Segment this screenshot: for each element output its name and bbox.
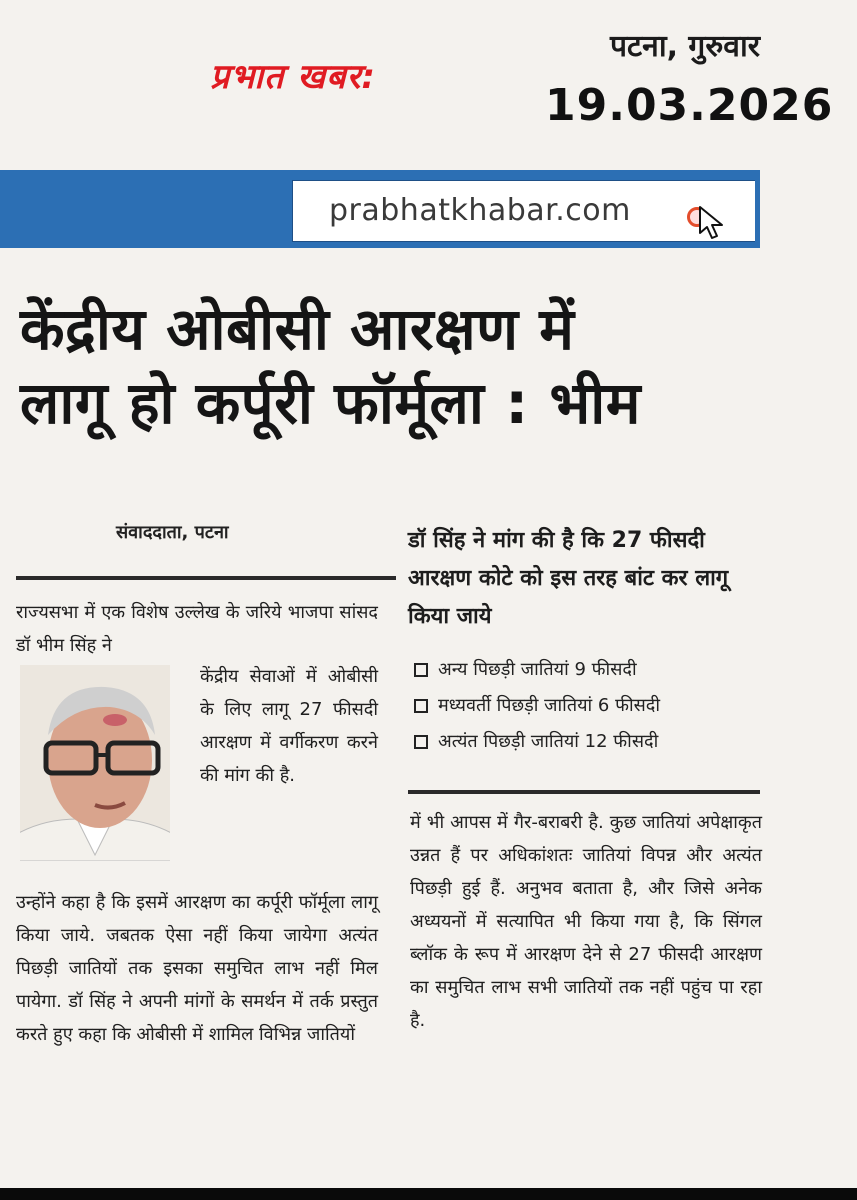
list-item [414, 652, 764, 688]
checkbox-icon [414, 699, 428, 713]
sidebar-rule [408, 790, 760, 794]
city-day: पटना, गुरुवार [610, 29, 760, 64]
quota-list [414, 652, 764, 760]
byline: संवाददाता, पटना [116, 522, 229, 543]
checkbox-icon [414, 663, 428, 677]
author-photo [20, 665, 170, 861]
portrait-icon [20, 665, 170, 861]
website-banner [0, 170, 760, 248]
checkbox-icon [414, 735, 428, 749]
paragraph-narrow: केंद्रीय सेवाओं में ओबीसी के लिए लागू 27 फीसदी आरक्षण में वर्गीकरण करने की मांग की है. [200, 666, 378, 786]
issue-date: 19.03.2026 [545, 80, 834, 131]
list-item-label: अन्य पिछड़ी जातियां 9 फीसदी [438, 659, 637, 680]
list-item-label: मध्यवर्ती पिछड़ी जातियां 6 फीसदी [438, 695, 661, 716]
url-box [292, 180, 755, 242]
list-item [414, 688, 764, 724]
bottom-bar [0, 1188, 857, 1200]
list-item-label: अत्यंत पिछड़ी जातियां 12 फीसदी [438, 731, 659, 752]
headline-line-2: लागू हो कर्पूरी फॉर्मूला : भीम [20, 369, 641, 437]
byline-rule [16, 576, 396, 580]
paragraph-bottom: उन्होंने कहा है कि इसमें आरक्षण का कर्पूरी फॉर्मूला लागू किया जाये. जबतक ऐसा नहीं किया जायेगा अत्यंत पिछड़ी जातियों तक इसका समुचित लाभ नहीं मिल पायेगा. डॉ सिंह ने अपनी मांगों के समर्थन में तर्क प्रस्तुत करते हुए कहा कि ओबीसी में शामिल विभिन्न जातियों [16, 892, 378, 1045]
cursor-icon [698, 205, 728, 241]
paragraph-top: राज्यसभा में एक विशेष उल्लेख के जरिये भाजपा सांसद डॉ भीम सिंह ने [16, 602, 378, 656]
website-url[interactable]: prabhatkhabar.com [329, 193, 631, 228]
brand-logo: प्रभात खबर: [210, 57, 376, 97]
headline-line-1: केंद्रीय ओबीसी आरक्षण में [20, 295, 575, 363]
list-item [414, 724, 764, 760]
headline [20, 292, 760, 440]
sidebar-heading: डॉ सिंह ने मांग की है कि 27 फीसदी आरक्षण कोटे को इस तरह बांट कर लागू किया जाये [408, 528, 729, 629]
paragraph-right: में भी आपस में गैर-बराबरी है. कुछ जातियां अपेक्षाकृत उन्नत हैं पर अधिकांशतः जातियां विपन्न और अत्यंत पिछड़ी हुई हैं. अनुभव बताता है, और जिसे अनेक अध्ययनों में सत्यापित भी किया गया है, कि सिंगल ब्लॉक के रूप में आरक्षण देने से 27 फीसदी आरक्षण का समुचित लाभ सभी जातियों तक नहीं पहुंच पा रहा है. [410, 812, 762, 1031]
